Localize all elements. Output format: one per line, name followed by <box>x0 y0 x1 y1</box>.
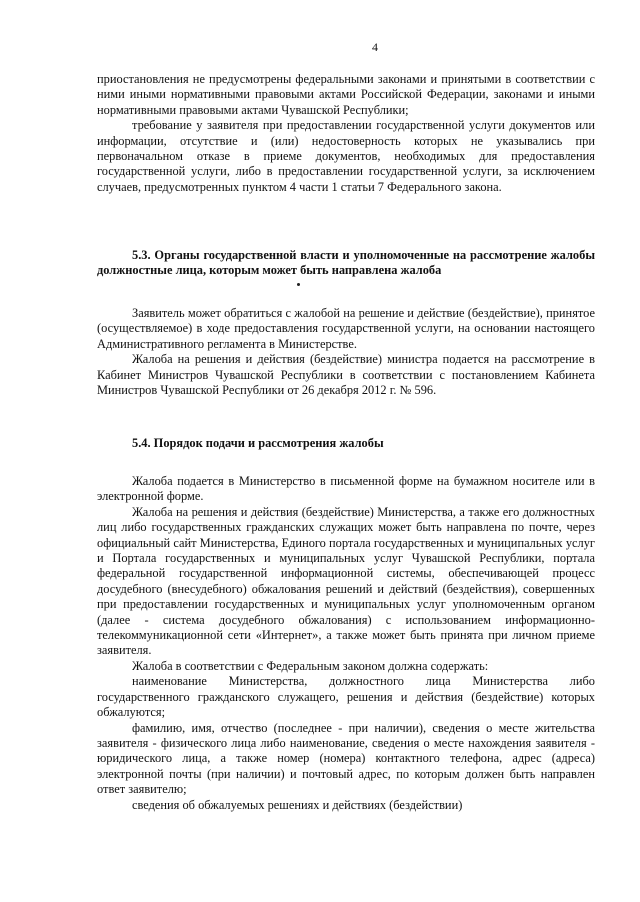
section-5-3 <box>97 248 595 279</box>
paragraph: Жалоба подается в Министерство в письменной форме на бумажном носителе или в электронной форме. <box>97 474 595 504</box>
paragraph: приостановления не предусмотрены федеральными законами и принятыми в соответствии с ними иными нормативными правовыми актами Российской Федерации, законами и иными нормативными правовыми актами Чувашской Республики; <box>97 72 595 117</box>
text-block-3 <box>97 474 595 813</box>
paragraph: Жалоба на решения и действия (бездействие) Министерства, а также его должностных лиц либо государственных гражданских служащих может быть направлена по почте, через официальный сайт Министерства, Единого портала государственных и муниципальных услуг и Портала государственных и муниципальных услуг Чувашской Республики, портала федеральной государственной информационной системы, обеспечивающей процесс досудебного (внесудебного) обжалования решений и действий (бездействия), совершенных при предоставлении государственных и муниципальных услуг уполномоченным органом (далее - система досудебного обжалования) с использованием информационно-телекоммуникационной сети «Интернет», а также может быть принята при личном приеме заявителя. <box>97 504 595 658</box>
paragraph: фамилию, имя, отчество (последнее - при наличии), сведения о месте жительства заявителя - физического лица либо наименование, сведения о месте нахождения заявителя - юридического лица, а также номер (номера) контактного телефона, адрес (адреса) электронной почты (при наличии) и почтовый адрес, по которым должен быть направлен ответ заявителю; <box>97 720 595 797</box>
text-block-2 <box>97 306 595 398</box>
paragraph: наименование Министерства, должностного лица Министерства либо государственного гражданского служащего, решения и действия (бездействие) которых обжалуются; <box>97 674 595 720</box>
paragraph: сведения об обжалуемых решениях и действиях (бездействии) <box>132 797 463 812</box>
page-number: 4 <box>372 40 378 54</box>
stray-mark <box>297 283 300 286</box>
paragraph: Жалоба на решения и действия (бездействие) министра подается на рассмотрение в Кабинет Министров Чувашской Республики в соответствии с постановлением Кабинета Министров Чувашской Республики от 26 декабря 2012 г. № 596. <box>97 352 595 398</box>
section-heading: 5.3. Органы государственной власти и уполномоченные на рассмотрение жалобы должностные лица, которым может быть направлена жалоба <box>97 248 595 278</box>
section-5-4 <box>97 436 595 451</box>
section-heading: 5.4. Порядок подачи и рассмотрения жалобы <box>132 436 384 450</box>
text-block-1 <box>97 72 595 195</box>
paragraph: Жалоба в соответствии с Федеральным законом должна содержать: <box>132 658 489 673</box>
paragraph: Заявитель может обратиться с жалобой на решение и действие (бездействие), принятое (осуществляемое) в ходе предоставления государственной услуги, на основании настоящего Административного регламента в Министерстве. <box>97 306 595 351</box>
paragraph: требование у заявителя при предоставлении государственной услуги документов или информации, отсутствие и (или) недостоверность которых не указывались при первоначальном отказе в приеме документов, необходимых для предоставления государственной услуги, либо в предоставлении государственной услуги, за исключением случаев, предусмотренных пунктом 4 части 1 статьи 7 Федерального закона. <box>97 118 595 194</box>
